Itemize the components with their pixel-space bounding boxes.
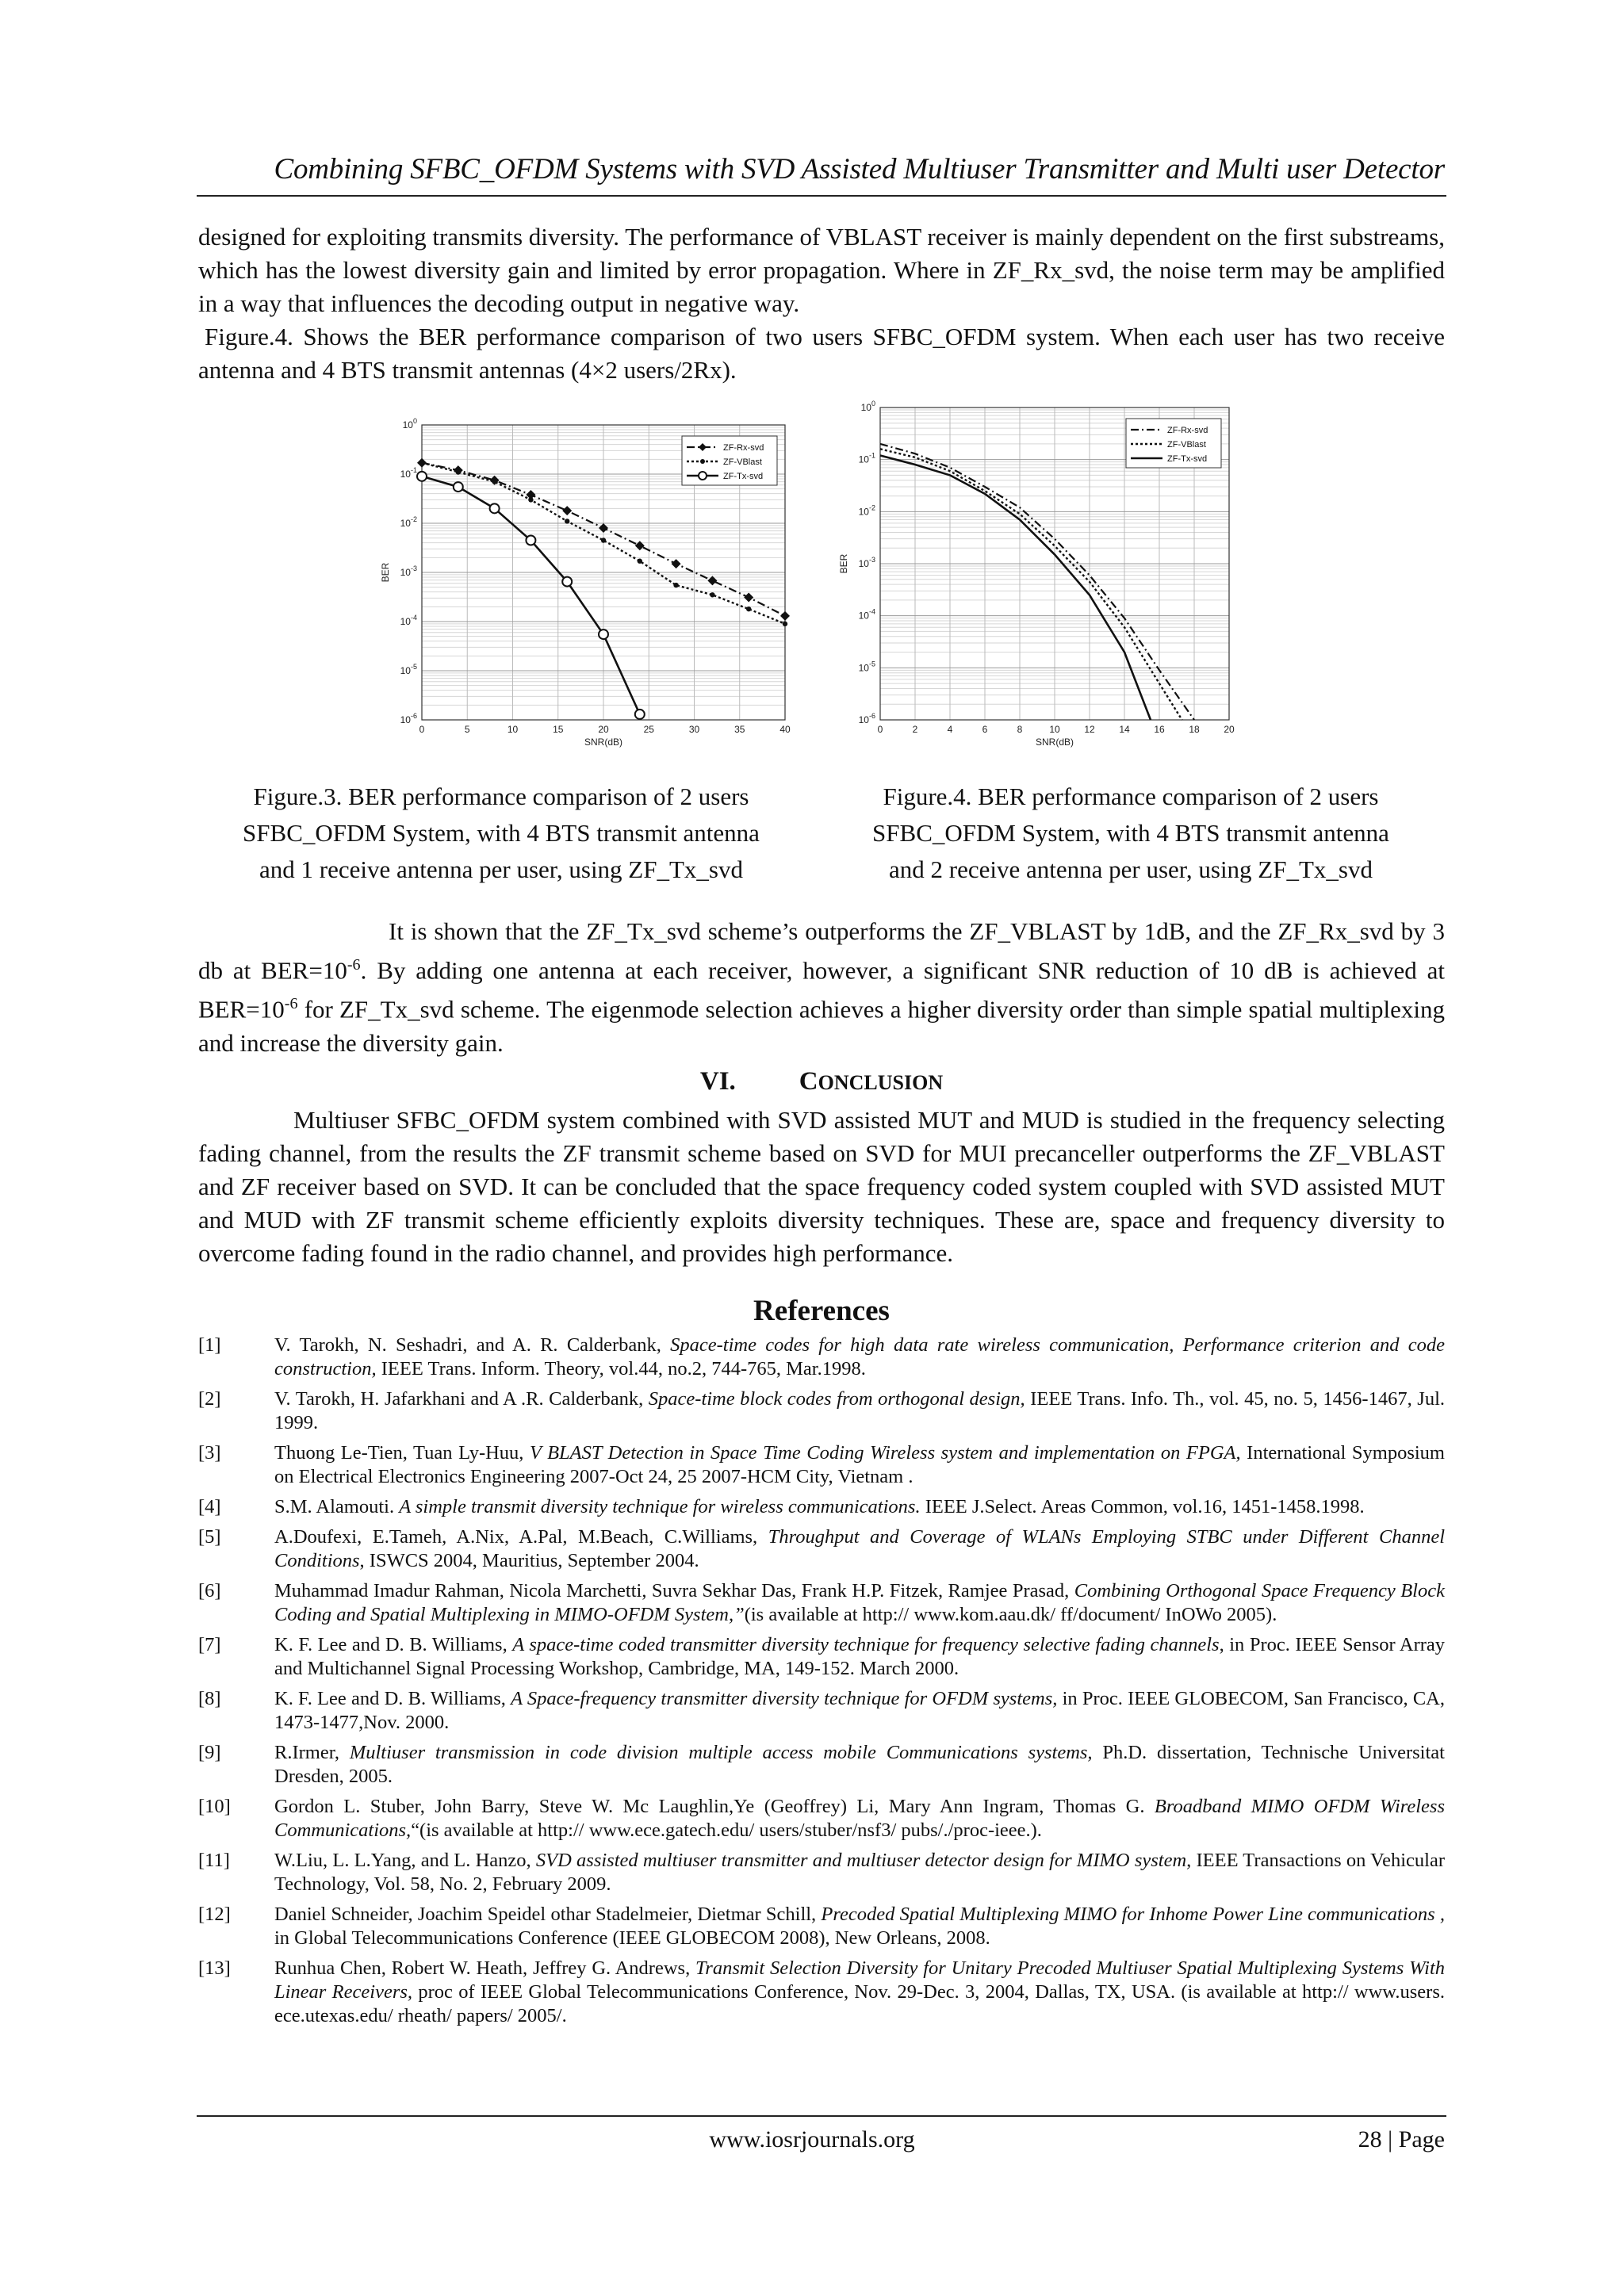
x-tick-label: 5 [464, 724, 470, 735]
reference-title: Space-time block codes from orthogonal design, [648, 1388, 1025, 1410]
data-point-marker [417, 472, 427, 481]
reference-text [274, 1334, 1445, 1381]
results-text-c: for ZF_Tx_svd scheme. The eigenmode selection achieves a higher diversity order than simple spatial multiplexing and increase the diversity gain. [198, 995, 1445, 1057]
reference-authors: W.Liu, L. L.Yang, and L. Hanzo, [274, 1850, 536, 1871]
references-heading: References [753, 1295, 890, 1327]
reference-title: V BLAST Detection in Space Time Coding Wireless system and implementation on FPGA, [530, 1442, 1241, 1464]
x-tick-label: 15 [553, 724, 564, 735]
reference-item [198, 1849, 1445, 1896]
x-tick-label: 35 [734, 724, 745, 735]
x-tick-label: 2 [912, 724, 918, 735]
section-title-rest: ONCLUSION [818, 1071, 944, 1094]
legend-label: ZF-Tx-svd [723, 472, 764, 481]
x-tick-label: 0 [419, 724, 425, 735]
reference-item [198, 1334, 1445, 1381]
reference-venue: IEEE J.Select. Areas Common, vol.16, 1451-1458.1998. [920, 1496, 1365, 1517]
footer-page-number: 28 | Page [1358, 2126, 1445, 2152]
conclusion-body [198, 1104, 1445, 1270]
reference-text [274, 1795, 1445, 1843]
intro-text [198, 220, 1445, 387]
data-point-marker [746, 607, 751, 611]
y-tick-label: $10^{-3}$ [400, 564, 417, 578]
figure-3-caption [200, 779, 802, 888]
legend-label: ZF-VBlast [723, 457, 762, 467]
reference-item [198, 1903, 1445, 1950]
reference-title: Space-time codes for high data rate wireless communication, Performance criterion and code construction, [274, 1334, 1446, 1380]
reference-venue: “(is available at http:// www.ece.gatech.edu/ users/stuber/nsf3/ pubs/./proc-ieee.). [411, 1820, 1042, 1841]
reference-item [198, 1441, 1445, 1489]
reference-venue: IEEE Transactions on Vehicular Technology, Vol. 58, No. 2, February 2009. [274, 1850, 1445, 1895]
reference-text [274, 1849, 1445, 1896]
y-tick-label: $10^{-1}$ [400, 466, 417, 480]
reference-authors: K. F. Lee and D. B. Williams, [274, 1688, 511, 1709]
x-axis-label: SNR(dB) [1035, 737, 1074, 748]
reference-authors: Muhammad Imadur Rahman, Nicola Marchetti, Suvra Sekhar Das, Frank H.P. Fitzek, Ramjee Prasad, [274, 1580, 1074, 1601]
reference-text [274, 1633, 1445, 1681]
data-point-marker [601, 538, 606, 542]
legend-marker [700, 459, 705, 464]
section-title-initial: C [799, 1067, 818, 1096]
data-point-marker [635, 710, 645, 719]
figure-4-caption [829, 779, 1432, 888]
reference-title: Transmit Selection Diversity for Unitary Precoded Multiuser Spatial Multiplexing Systems With Linear Receivers, [274, 1957, 1445, 2003]
reference-authors: Thuong Le-Tien, Tuan Ly-Huu, [274, 1442, 530, 1464]
legend-label: ZF-VBlast [1167, 440, 1206, 450]
y-tick-label: $10^{-4}$ [858, 607, 875, 622]
data-point-marker [565, 519, 569, 523]
caption-line: and 1 receive antenna per user, using ZF_Tx_svd [259, 855, 743, 883]
reference-venue: (is available at http:// www.kom.aau.dk/ ff/document/ InOWo 2005). [744, 1604, 1277, 1625]
reference-number: [6] [198, 1580, 221, 1601]
conclusion-text: Multiuser SFBC_OFDM system combined with SVD assisted MUT and MUD is studied in the frequency selecting fading channel, from the results the ZF transmit scheme based on SVD for MUI precanceller outperforms the ZF_VBLAST and ZF receiver based on SVD. It can be concluded that the space frequency coded system coupled with SVD assisted MUT and MUD with ZF transmit scheme efficiently exploits diversity techniques. These are, space and frequency diversity to overcome fading found in the radio channel, and provides high performance. [198, 1106, 1445, 1267]
results-text-a: It is shown that the ZF_Tx_svd scheme’s outperforms the ZF_VBLAST by 1dB, and the ZF_Rx_svd by 3 db at BER=10 [198, 917, 1445, 985]
reference-number: [11] [198, 1850, 230, 1871]
reference-text [274, 1387, 1445, 1435]
reference-venue: in Proc. IEEE GLOBECOM, San Francisco, CA, 1473-1477,Nov. 2000. [274, 1688, 1445, 1733]
reference-venue: International Symposium on Electrical Electronics Engineering 2007-Oct 24, 25 2007-HCM City, Vietnam . [274, 1442, 1445, 1487]
reference-authors: Gordon L. Stuber, John Barry, Steve W. Mc Laughlin,Ye (Geoffrey) Li, Mary Ann Ingram, Thomas G. [274, 1796, 1155, 1817]
figure-4-chart [833, 395, 1245, 760]
references-list [198, 1334, 1445, 2034]
reference-title: Precoded Spatial Multiplexing MIMO for Inhome Power Line communications , [821, 1904, 1445, 1925]
reference-title: Combining Orthogonal Space Frequency Block Coding and Spatial Multiplexing in MIMO-OFDM System,” [274, 1580, 1445, 1625]
reference-number: [2] [198, 1388, 221, 1410]
reference-title: A Space-frequency transmitter diversity technique for OFDM systems, [511, 1688, 1058, 1709]
reference-text [274, 1579, 1445, 1627]
figure-row [0, 395, 1624, 760]
data-point-marker [638, 559, 642, 564]
y-tick-label: $10^{-2}$ [400, 515, 417, 529]
results-paragraph [198, 915, 1445, 1060]
results-text-b: . By adding one antenna at each receiver, however, a significant SNR reduction of 10 dB is achieved at BER=10 [198, 956, 1445, 1024]
x-tick-label: 0 [877, 724, 883, 735]
caption-line: Figure.4. BER performance comparison of 2 users [883, 783, 1379, 810]
y-tick-label: $10^0$ [860, 400, 875, 413]
caption-line: SFBC_OFDM System, with 4 BTS transmit antenna [872, 819, 1389, 847]
reference-venue: Ph.D. dissertation, Technische Universitat Dresden, 2005. [274, 1742, 1445, 1787]
reference-authors: Daniel Schneider, Joachim Speidel othar Stadelmeier, Dietmar Schill, [274, 1904, 822, 1925]
reference-number: [3] [198, 1442, 221, 1464]
reference-authors: S.M. Alamouti. [274, 1496, 400, 1517]
reference-text [274, 1441, 1445, 1489]
x-tick-label: 4 [947, 724, 953, 735]
y-tick-label: $10^{-6}$ [858, 712, 875, 725]
x-tick-label: 10 [507, 724, 519, 735]
y-tick-label: $10^{-5}$ [400, 663, 417, 676]
reference-item [198, 1525, 1445, 1573]
x-tick-label: 20 [1224, 724, 1235, 735]
x-tick-label: 16 [1154, 724, 1165, 735]
x-tick-label: 14 [1119, 724, 1130, 735]
reference-venue: proc of IEEE Global Telecommunications Conference, Nov. 29-Dec. 3, 2004, Dallas, TX, USA. (is available at http:// www.users. ece.utexas.edu/ rheath/ papers/ 2005/. [274, 1981, 1446, 2026]
y-tick-label: $10^{-4}$ [400, 614, 417, 627]
legend-label: ZF-Rx-svd [1167, 426, 1208, 435]
reference-text [274, 1903, 1445, 1950]
y-tick-label: $10^{-1}$ [858, 451, 875, 465]
data-point-marker [490, 503, 500, 513]
reference-number: [4] [198, 1496, 221, 1517]
reference-text [274, 1957, 1445, 2028]
reference-title: Multiuser transmission in code division multiple access mobile Communications systems, [349, 1742, 1093, 1763]
reference-text [274, 1495, 1445, 1519]
data-point-marker [454, 482, 463, 492]
reference-venue: IEEE Trans. Inform. Theory, vol.44, no.2, 744-765, Mar.1998. [376, 1358, 866, 1380]
reference-number: [1] [198, 1334, 221, 1356]
running-head: Combining SFBC_OFDM Systems with SVD Assisted Multiuser Transmitter and Multi user Detector [274, 153, 1445, 186]
y-tick-label: $10^{-5}$ [858, 660, 875, 674]
reference-authors: R.Irmer, [274, 1742, 350, 1763]
reference-authors: V. Tarokh, H. Jafarkhani and A .R. Calderbank, [274, 1388, 649, 1410]
section-number: VI. [699, 1067, 736, 1096]
intro-paragraph-2: Figure.4. Shows the BER performance comparison of two users SFBC_OFDM system. When each user has two receive antenna and 4 BTS transmit antennas (4×2 users/2Rx). [198, 323, 1445, 384]
reference-title: Throughput and Coverage of WLANs Employing STBC under Different Channel Conditions [274, 1526, 1446, 1571]
reference-text [274, 1687, 1445, 1735]
header-rule [197, 195, 1446, 197]
reference-item [198, 1495, 1445, 1519]
reference-text [274, 1741, 1445, 1789]
reference-title: A simple transmit diversity technique for wireless communications. [399, 1496, 921, 1517]
caption-line: SFBC_OFDM System, with 4 BTS transmit antenna [243, 819, 760, 847]
data-point-marker [526, 536, 535, 545]
reference-item [198, 1579, 1445, 1627]
section-heading [198, 1067, 1445, 1096]
reference-item [198, 1387, 1445, 1435]
legend-label: ZF-Tx-svd [1167, 454, 1208, 464]
reference-authors: K. F. Lee and D. B. Williams, [274, 1634, 513, 1655]
reference-number: [7] [198, 1634, 221, 1655]
reference-number: [9] [198, 1742, 221, 1763]
reference-item [198, 1633, 1445, 1681]
caption-line: Figure.3. BER performance comparison of 2 users [253, 783, 749, 810]
data-point-marker [456, 469, 461, 474]
superscript: -6 [347, 956, 361, 974]
reference-venue: , in Proc. IEEE Sensor Array and Multichannel Signal Processing Workshop, Cambridge, MA, 149-152. March 2000. [274, 1634, 1446, 1679]
reference-authors: V. Tarokh, N. Seshadri, and A. R. Calderbank, [274, 1334, 671, 1356]
y-tick-label: $10^{-3}$ [858, 556, 875, 569]
figure-3-chart [373, 395, 817, 760]
x-tick-label: 8 [1017, 724, 1023, 735]
x-tick-label: 12 [1084, 724, 1095, 735]
reference-number: [13] [198, 1957, 231, 1979]
reference-venue: , ISWCS 2004, Mauritius, September 2004. [359, 1550, 699, 1571]
y-tick-label: $10^{-6}$ [400, 712, 417, 725]
reference-number: [8] [198, 1688, 221, 1709]
data-point-marker [419, 461, 424, 465]
data-point-marker [710, 592, 714, 597]
x-tick-label: 10 [1049, 724, 1060, 735]
footer-url: www.iosrjournals.org [709, 2126, 915, 2152]
x-tick-label: 20 [598, 724, 609, 735]
y-axis-label: BER [380, 562, 391, 583]
reference-item [198, 1795, 1445, 1843]
reference-item [198, 1687, 1445, 1735]
data-point-marker [673, 583, 678, 587]
reference-venue: in Global Telecommunications Conference (IEEE GLOBECOM 2008), New Orleans, 2008. [274, 1927, 990, 1949]
caption-line: and 2 receive antenna per user, using ZF_Tx_svd [889, 855, 1373, 883]
reference-title: SVD assisted multiuser transmitter and multiuser detector design for MIMO system, [535, 1850, 1192, 1871]
reference-item [198, 1957, 1445, 2028]
data-point-marker [599, 629, 608, 639]
x-axis-label: SNR(dB) [584, 737, 623, 748]
reference-venue: IEEE Trans. Info. Th., vol. 45, no. 5, 1456-1467, Jul. 1999. [274, 1388, 1445, 1433]
reference-text [274, 1525, 1445, 1573]
reference-title: A space-time coded transmitter diversity technique for frequency selective fading channels [512, 1634, 1220, 1655]
y-axis-label: BER [838, 553, 849, 574]
x-tick-label: 30 [688, 724, 700, 735]
x-tick-label: 6 [982, 724, 988, 735]
reference-authors: A.Doufexi, E.Tameh, A.Nix, A.Pal, M.Beach, C.Williams, [274, 1526, 768, 1548]
data-point-marker [528, 497, 533, 502]
reference-number: [10] [198, 1796, 231, 1817]
x-tick-label: 25 [643, 724, 654, 735]
legend-marker [699, 472, 707, 480]
reference-item [198, 1741, 1445, 1789]
y-tick-label: $10^0$ [402, 417, 417, 430]
footer-rule [197, 2115, 1446, 2117]
data-point-marker [492, 479, 496, 484]
x-tick-label: 40 [779, 724, 791, 735]
legend-label: ZF-Rx-svd [723, 443, 764, 453]
reference-authors: Runhua Chen, Robert W. Heath, Jeffrey G. Andrews, [274, 1957, 696, 1979]
x-tick-label: 18 [1189, 724, 1200, 735]
reference-number: [5] [198, 1526, 221, 1548]
y-tick-label: $10^{-2}$ [858, 503, 875, 518]
intro-paragraph-1: designed for exploiting transmits diversity. The performance of VBLAST receiver is mainly dependent on the first substreams, which has the lowest diversity gain and limited by error propagation. Where in ZF_Rx_svd, the noise term may be amplified in a way that influences the decoding output in negative way. [198, 223, 1445, 317]
data-point-marker [783, 622, 787, 626]
reference-title: Broadband MIMO OFDM Wireless Communications, [274, 1796, 1445, 1841]
data-point-marker [562, 577, 572, 587]
reference-number: [12] [198, 1904, 231, 1925]
superscript: -6 [284, 995, 298, 1013]
